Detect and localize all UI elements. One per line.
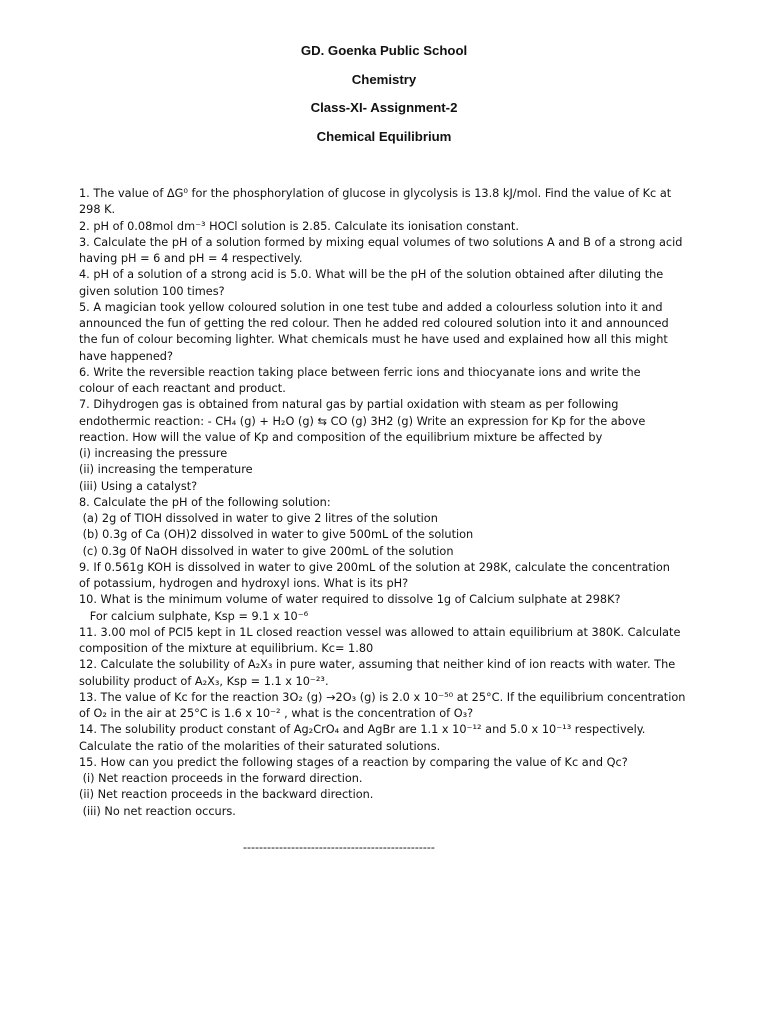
- text-line: (iii) Using a catalyst?: [79, 479, 198, 493]
- text-line: 11. 3.00 mol of PCl5 kept in 1L closed reaction vessel was allowed to attain equilibrium at 380K. Calculate: [79, 625, 681, 639]
- text-line: 10. What is the minimum volume of water required to dissolve 1g of Calcium sulphate at 298K?: [79, 593, 621, 607]
- text-line: of potassium, hydrogen and hydroxyl ions. What is its pH?: [79, 577, 409, 590]
- text-line: (b) 0.3g of Ca (OH)2 dissolved in water to give 500mL of the solution: [79, 528, 474, 542]
- separator-line: ------------------------------------------------: [243, 840, 435, 854]
- text-line: reaction. How will the value of Kp and composition of the equilibrium mixture be affected by: [79, 430, 603, 444]
- text-line: composition of the mixture at equilibrium. Kc= 1.80: [79, 642, 374, 655]
- text-line: 12. Calculate the solubility of A₂X₃ in pure water, assuming that neither kind of ion reacts with water. The: [79, 658, 676, 672]
- text-line: 4. pH of a solution of a strong acid is 5.0. What will be the pH of the solution obtained after diluting the: [79, 268, 664, 282]
- text-line: of O₂ in the air at 25°C is 1.6 x 10⁻² , what is the concentration of O₃?: [79, 707, 474, 720]
- document-header: [0, 40, 768, 155]
- text-line: having pH = 6 and pH = 4 respectively.: [79, 252, 303, 265]
- topic-title: Chemical Equilibrium: [316, 129, 452, 145]
- text-line: 8. Calculate the pH of the following solution:: [79, 495, 331, 509]
- text-line: 6. Write the reversible reaction taking place between ferric ions and thiocyanate ions and write the: [79, 365, 641, 379]
- text-line: (i) Net reaction proceeds in the forward direction.: [79, 772, 363, 785]
- text-line: For calcium sulphate, Ksp = 9.1 x 10⁻⁶: [79, 609, 309, 623]
- school-name: GD. Goenka Public School: [300, 43, 468, 58]
- text-line: 3. Calculate the pH of a solution formed by mixing equal volumes of two solutions A and B of a strong acid: [79, 235, 683, 249]
- text-line: (ii) increasing the temperature: [79, 463, 253, 477]
- assignment-title: Class-XI- Assignment-2: [310, 100, 458, 116]
- text-line: colour of each reactant and product.: [79, 382, 286, 395]
- text-line: 7. Dihydrogen gas is obtained from natural gas by partial oxidation with steam as per following: [79, 398, 619, 412]
- text-line: Calculate the ratio of the molarities of their saturated solutions.: [79, 739, 441, 753]
- text-line: endothermic reaction: - CH₄ (g) + H₂O (g) ⇆ CO (g) 3H2 (g) Write an expression for Kp for the above: [79, 414, 646, 428]
- text-line: 298 K.: [79, 203, 116, 217]
- text-line: (ii) Net reaction proceeds in the backward direction.: [79, 788, 374, 802]
- text-line: given solution 100 times?: [79, 284, 225, 298]
- text-line: announced the fun of getting the red colour. Then he added red coloured solution into it and announced: [79, 317, 669, 330]
- text-line: 2. pH of 0.08mol dm⁻³ HOCl solution is 2.85. Calculate its ionisation constant.: [79, 219, 519, 233]
- text-line: solubility product of A₂X₃, Ksp = 1.1 x 10⁻²³.: [79, 674, 329, 688]
- text-line: 14. The solubility product constant of Ag₂CrO₄ and AgBr are 1.1 x 10⁻¹² and 5.0 x 10⁻¹³ respectively.: [79, 723, 646, 737]
- text-line: 15. How can you predict the following stages of a reaction by comparing the value of Kc and Qc?: [79, 755, 628, 769]
- text-line: 9. If 0.561g KOH is dissolved in water to give 200mL of the solution at 298K, calculate the concentration: [79, 560, 670, 574]
- text-line: 13. The value of Kc for the reaction 3O₂ (g) →2O₃ (g) is 2.0 x 10⁻⁵⁰ at 25°C. If the equilibrium concentration: [79, 690, 686, 704]
- question-list: [79, 186, 699, 820]
- text-line: (c) 0.3g 0f NaOH dissolved in water to give 200mL of the solution: [79, 544, 454, 558]
- text-line: (a) 2g of TIOH dissolved in water to give 2 litres of the solution: [79, 512, 438, 525]
- text-line: have happened?: [79, 349, 173, 363]
- text-line: 5. A magician took yellow coloured solution in one test tube and added a colourless solution into it and: [79, 300, 663, 314]
- text-line: 1. The value of ΔG⁰ for the phosphorylation of glucose in glycolysis is 13.8 kJ/mol. Find the value of Kc at: [79, 187, 672, 200]
- text-line: (iii) No net reaction occurs.: [79, 804, 236, 818]
- text-line: the fun of colour becoming lighter. What chemicals must he have used and explained how all this might: [79, 333, 668, 347]
- subject-title: Chemistry: [351, 71, 417, 87]
- text-line: (i) increasing the pressure: [79, 447, 228, 460]
